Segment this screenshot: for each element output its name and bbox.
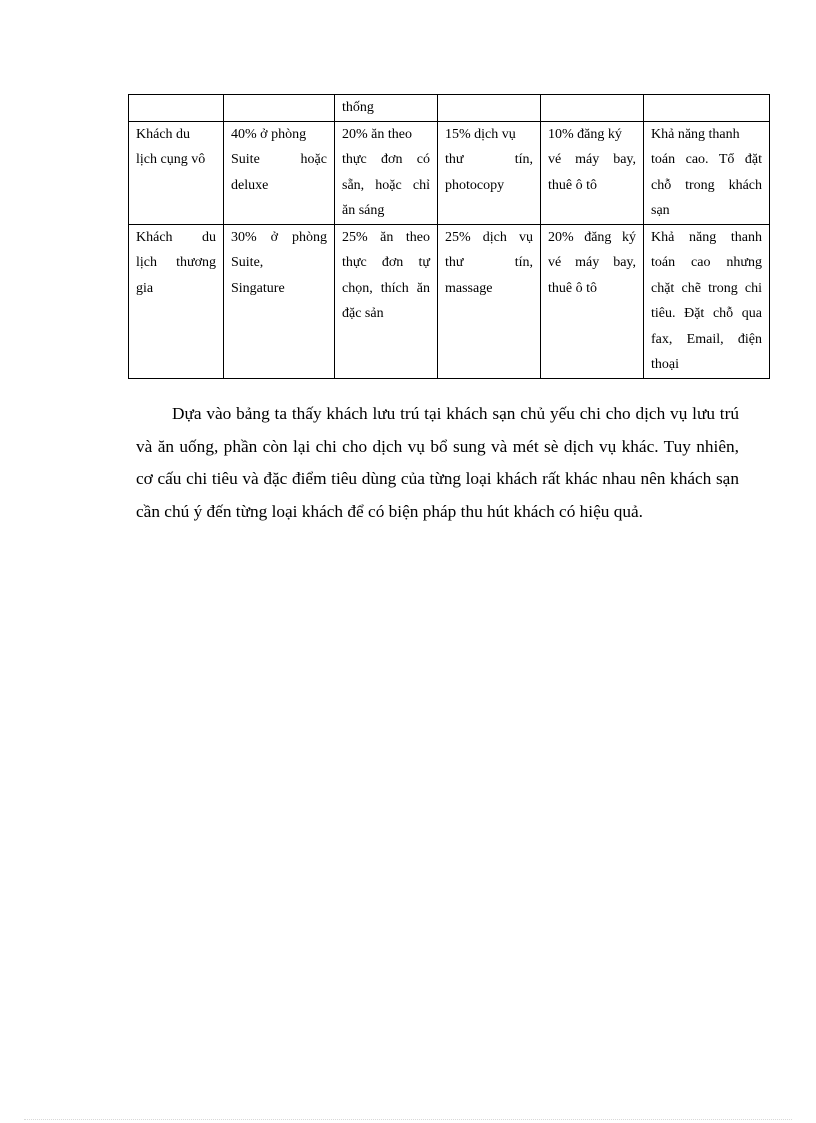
cell-line: thư tín,: [445, 255, 533, 270]
table-cell-booking: [541, 224, 644, 378]
table-cell: [438, 95, 541, 122]
cell-line: tiêu. Đặt chỗ qua: [651, 306, 762, 321]
table-cell-text: thống: [342, 100, 374, 115]
cell-line: 20% đăng ký: [548, 229, 636, 245]
cell-line: Suite hoặc: [231, 152, 327, 167]
cell-line: massage: [445, 280, 493, 296]
table-cell-payment: [644, 224, 770, 378]
cell-line: Khả năng thanh: [651, 229, 762, 245]
table-cell-room: [224, 224, 335, 378]
cell-line: Singature: [231, 280, 285, 296]
table-cell: [129, 95, 224, 122]
cell-line: lịch thương: [136, 255, 216, 270]
cell-line: thư tín,: [445, 152, 533, 167]
table-cell-food: [335, 224, 438, 378]
table-cell-payment: [644, 121, 770, 224]
cell-line: 20% ăn theo: [342, 126, 412, 142]
table-cell: [541, 95, 644, 122]
cell-line: thuê ô tô: [548, 177, 597, 193]
table-row: [129, 224, 770, 378]
cell-line: toán cao. Tổ đặt: [651, 152, 762, 167]
cell-line: vé máy bay,: [548, 152, 636, 167]
cell-line: 30% ở phòng: [231, 229, 327, 245]
cell-line: 25% dịch vụ: [445, 229, 533, 245]
cell-line: photocopy: [445, 177, 505, 193]
cell-line: sạn: [651, 203, 670, 218]
cell-line: gia: [136, 280, 154, 296]
cell-line: Khả năng thanh: [651, 126, 740, 142]
table-row: [129, 121, 770, 224]
cell-line: Khách du: [136, 126, 191, 142]
page-bottom-divider: [24, 1119, 792, 1120]
table-cell-guest-type: [129, 224, 224, 378]
cell-line: chọn, thích ăn: [342, 280, 430, 296]
cell-line: thực đơn có: [342, 152, 430, 167]
cell-line: vé máy bay,: [548, 255, 636, 270]
table-cell: [335, 95, 438, 122]
cell-line: deluxe: [231, 177, 269, 193]
table-row-continued: [129, 95, 770, 122]
cell-line: 10% đăng ký: [548, 126, 622, 142]
cell-line: đặc sản: [342, 306, 384, 321]
table-cell: [224, 95, 335, 122]
cell-line: lịch cụng vô: [136, 152, 206, 167]
cell-line: sẵn, hoặc chỉ: [342, 177, 430, 193]
cell-line: ăn sáng: [342, 203, 385, 218]
cell-line: chặt chẽ trong chi: [651, 280, 762, 296]
cell-line: Suite,: [231, 255, 264, 270]
table-cell-guest-type: [129, 121, 224, 224]
table-cell-room: [224, 121, 335, 224]
cell-line: 40% ở phòng: [231, 126, 307, 142]
cell-line: 25% ăn theo: [342, 229, 430, 245]
table-cell: [644, 95, 770, 122]
table-cell-food: [335, 121, 438, 224]
cell-line: chỗ trong khách: [651, 177, 762, 193]
body-paragraph: Dựa vào bảng ta thấy khách lưu trú tại khách sạn chủ yếu chi cho dịch vụ lưu trú và ăn uống, phần còn lại chi cho dịch vụ bổ sung và mét sè dịch vụ khác. Tuy nhiên, cơ cấu chi tiêu và đặc điểm tiêu dùng của từng loại khách rất khác nhau nên khách sạn cần chú ý đến từng loại khách để có biện pháp thu hút khách có hiệu quả.: [136, 404, 739, 521]
table-cell-service: [438, 224, 541, 378]
cell-line: thuê ô tô: [548, 280, 597, 296]
table-cell-booking: [541, 121, 644, 224]
cell-line: Khách du: [136, 229, 216, 245]
cell-line: thoại: [651, 357, 679, 372]
table-cell-service: [438, 121, 541, 224]
cell-line: fax, Email, điện: [651, 331, 762, 347]
cell-line: toán cao nhưng: [651, 255, 762, 270]
cell-line: thực đơn tự: [342, 255, 430, 270]
cell-line: 15% dịch vụ: [445, 126, 516, 142]
guest-spending-table: [128, 94, 770, 379]
